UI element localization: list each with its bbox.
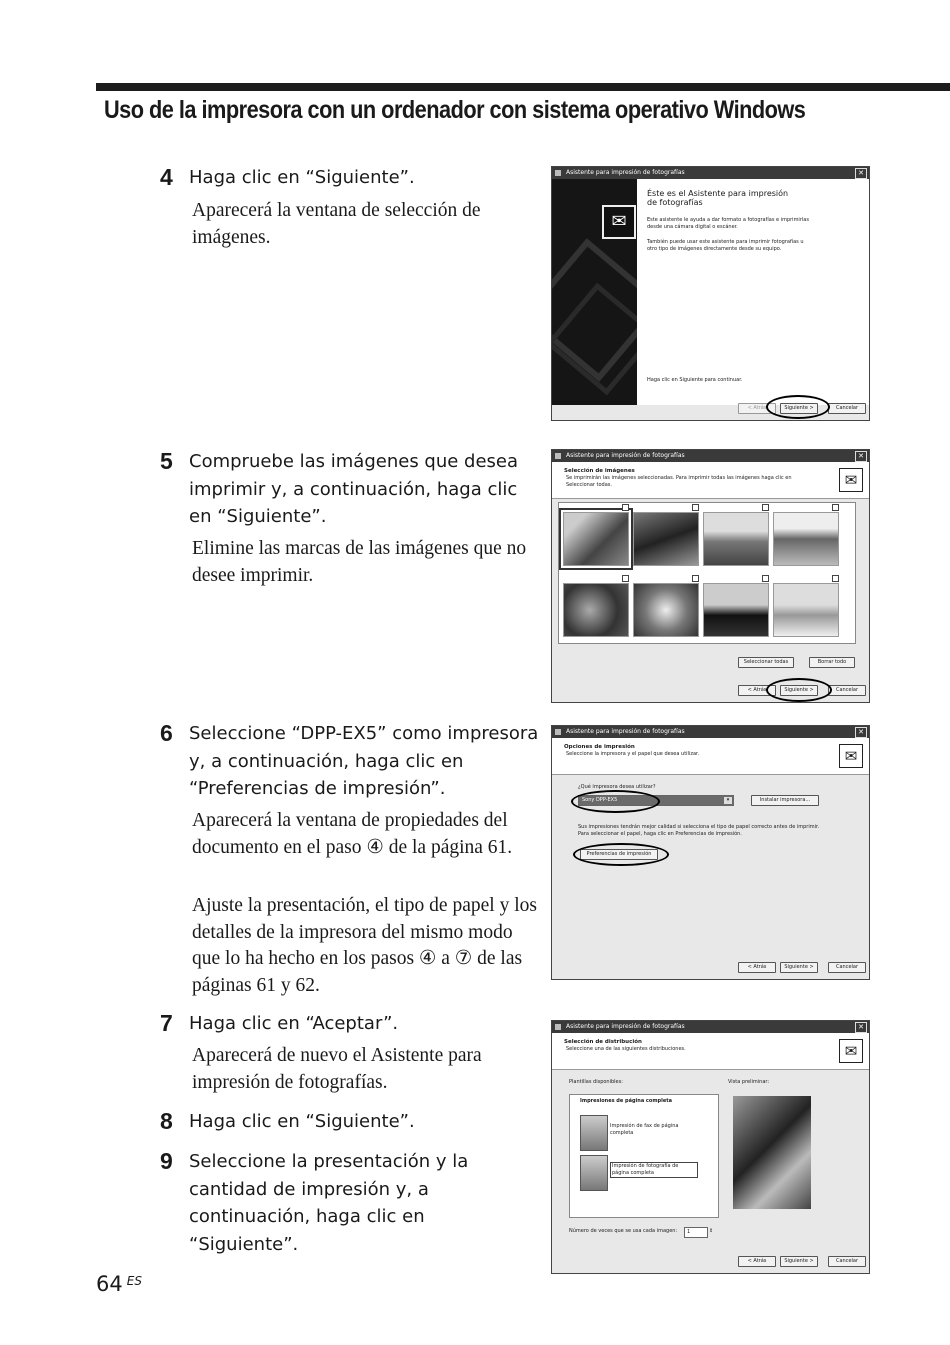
close-icon[interactable]: ✕: [855, 1022, 867, 1033]
close-icon[interactable]: ✕: [855, 451, 867, 462]
wizard-sidebar: [552, 179, 637, 405]
layout-thumbnail[interactable]: [580, 1155, 608, 1191]
layout-selection-dialog: [551, 1020, 870, 1274]
wizard-icon: ✉: [839, 744, 863, 768]
step-instruction: Haga clic en “Siguiente”.: [189, 167, 415, 188]
language-code: ES: [126, 1274, 142, 1288]
back-button[interactable]: < Atrás: [738, 1256, 776, 1267]
cancel-button[interactable]: Cancelar: [828, 403, 866, 414]
close-icon[interactable]: ✕: [855, 168, 867, 179]
app-icon: [555, 453, 561, 459]
print-preferences-button[interactable]: Preferencias de impresión: [580, 849, 658, 860]
step-instruction: Seleccione la presentación y la cantidad de impresión y, a continuación, haga clic en “Siguiente”.: [189, 1151, 469, 1255]
dialog-title: Asistente para impresión de fotografías: [566, 1023, 685, 1030]
picture-selection-dialog: [551, 449, 870, 703]
back-button[interactable]: < Atrás: [738, 685, 776, 696]
layout-option-photo[interactable]: Impresión de fotografía de página completa: [610, 1162, 698, 1178]
dialog-subheading: Seleccione la impresora y el papel que desea utilizar.: [566, 751, 700, 757]
photo-thumbnail[interactable]: [703, 512, 769, 566]
step-instruction: Compruebe las imágenes que desea imprimir y, a continuación, haga clic en “Siguiente”.: [189, 451, 519, 527]
highlight-oval: [571, 790, 660, 813]
photo-checkbox[interactable]: [692, 504, 699, 511]
copies-field[interactable]: [684, 1227, 708, 1238]
printer-value: Sony DPP-EX5: [582, 797, 618, 803]
app-icon: [555, 1024, 561, 1030]
install-printer-button[interactable]: Instalar impresora...: [751, 795, 819, 806]
photo-thumbnail[interactable]: [563, 512, 629, 566]
step-number: 7: [160, 1010, 173, 1036]
highlight-oval: [766, 395, 830, 419]
dialog-titlebar: [552, 726, 869, 738]
dialog-titlebar: [552, 167, 869, 179]
back-button[interactable]: < Atrás: [738, 962, 776, 973]
dialog-heading: Selección de distribución: [564, 1039, 642, 1045]
page-title: Uso de la impresora con un ordenador con sistema operativo Windows: [104, 96, 806, 124]
photo-checkbox[interactable]: [832, 575, 839, 582]
step-number: 8: [160, 1108, 173, 1134]
photo-checkbox[interactable]: [622, 575, 629, 582]
wizard-icon: ✉: [839, 468, 863, 492]
photo-checkbox[interactable]: [692, 575, 699, 582]
close-icon[interactable]: ✕: [855, 727, 867, 738]
photo-checkbox[interactable]: [832, 504, 839, 511]
app-icon: [555, 170, 561, 176]
highlight-oval: [573, 843, 669, 866]
layout-thumbnail[interactable]: [580, 1115, 608, 1151]
welcome-content: [637, 179, 869, 405]
dialog-header: [552, 1033, 869, 1070]
layout-group-title: Impresiones de página completa: [580, 1098, 672, 1104]
welcome-dialog: [551, 166, 870, 421]
wizard-icon: ✉: [602, 205, 636, 239]
wizard-icon: ✉: [839, 1039, 863, 1063]
copies-value: 1: [687, 1229, 691, 1235]
photo-checkbox[interactable]: [762, 504, 769, 511]
welcome-heading: Éste es el Asistente para impresión de fotografías: [647, 189, 789, 207]
next-button[interactable]: Siguiente >: [780, 403, 818, 414]
dialog-subheading: Seleccione una de las siguientes distribuciones.: [566, 1046, 686, 1052]
header-rule: [96, 83, 950, 91]
welcome-para-2: También puede usar este asistente para imprimir fotografías u otro tipo de imágenes directamente desde su equipo.: [647, 239, 804, 252]
step-instruction: Seleccione “DPP-EX5” como impresora y, a continuación, haga clic en “Preferencias de impresión”.: [189, 723, 539, 799]
printing-options-dialog: [551, 725, 870, 980]
step-number: 6: [160, 720, 173, 746]
photo-thumbnail[interactable]: [773, 512, 839, 566]
thumbnail-grid: [558, 502, 856, 644]
paper-note: Sus impresiones tendrán mejor calidad si selecciona el tipo de papel correcto antes de imprimir. Para seleccionar el papel, haga clic en Preferencias de impresión.: [578, 824, 820, 837]
dialog-titlebar: [552, 450, 869, 462]
layouts-list[interactable]: [569, 1094, 719, 1218]
step-note: Elimine las marcas de las imágenes que no desee imprimir.: [192, 538, 527, 586]
clear-all-button[interactable]: Borrar todo: [809, 657, 855, 668]
continue-text: Haga clic en Siguiente para continuar.: [647, 377, 743, 383]
photo-thumbnail[interactable]: [773, 583, 839, 637]
layout-preview: [733, 1096, 811, 1209]
photo-thumbnail[interactable]: [633, 512, 699, 566]
dialog-heading: Opciones de impresión: [564, 744, 635, 750]
dialog-title: Asistente para impresión de fotografías: [566, 452, 685, 459]
dialog-title: Asistente para impresión de fotografías: [566, 169, 685, 176]
photo-checkbox[interactable]: [622, 504, 629, 511]
photo-thumbnail[interactable]: [703, 583, 769, 637]
layout-option-fax[interactable]: Impresión de fax de página completa: [610, 1123, 679, 1136]
app-icon: [555, 729, 561, 735]
cancel-button[interactable]: Cancelar: [828, 962, 866, 973]
step-number: 4: [160, 164, 173, 190]
photo-thumbnail[interactable]: [633, 583, 699, 637]
dialog-header: [552, 738, 869, 775]
dialog-heading: Selección de imágenes: [564, 468, 635, 474]
preview-label: Vista preliminar:: [728, 1079, 770, 1085]
back-button[interactable]: < Atrás: [738, 403, 776, 414]
printer-question: ¿Qué impresora desea utilizar?: [578, 784, 656, 790]
select-all-button[interactable]: Seleccionar todas: [738, 657, 794, 668]
next-button[interactable]: Siguiente >: [780, 1256, 818, 1267]
cancel-button[interactable]: Cancelar: [828, 1256, 866, 1267]
highlight-oval: [766, 678, 832, 702]
step-note: Aparecerá la ventana de propiedades del documento en el paso ④ de la página 61.: [192, 810, 513, 858]
next-button[interactable]: Siguiente >: [780, 962, 818, 973]
page-number: 64 $^{ES}$: [96, 1272, 142, 1296]
step-note: Aparecerá de nuevo el Asistente para impresión de fotografías.: [192, 1045, 482, 1093]
copies-label: Número de veces que se usa cada imagen:: [569, 1228, 678, 1234]
dialog-subheading: Se imprimirán las imágenes seleccionadas. Para imprimir todas las imágenes haga clic en Seleccionar todas.: [566, 475, 792, 488]
step-note: Aparecerá la ventana de selección de imágenes.: [192, 200, 481, 248]
photo-checkbox[interactable]: [762, 575, 769, 582]
spinner-icon[interactable]: ⇕: [709, 1228, 714, 1234]
photo-thumbnail[interactable]: [563, 583, 629, 637]
step-number: 9: [160, 1148, 173, 1174]
step-instruction: Haga clic en “Aceptar”.: [189, 1013, 399, 1034]
step-instruction: Haga clic en “Siguiente”.: [189, 1111, 415, 1132]
available-layouts-label: Plantillas disponibles:: [569, 1079, 623, 1085]
cancel-button[interactable]: Cancelar: [828, 685, 866, 696]
next-button[interactable]: Siguiente >: [780, 685, 818, 696]
dialog-titlebar: [552, 1021, 869, 1033]
welcome-para-1: Este asistente le ayuda a dar formato a fotografías e imprimirlas desde una cámara digital o escáner.: [647, 217, 809, 230]
chevron-down-icon[interactable]: ▾: [724, 797, 732, 804]
step-note: Ajuste la presentación, el tipo de papel y los detalles de la impresora del mismo modo que lo ha hecho en los pasos ④ a ⑦ de las páginas 61 y 62.: [192, 895, 537, 996]
step-number: 5: [160, 448, 173, 474]
dialog-title: Asistente para impresión de fotografías: [566, 728, 685, 735]
dialog-header: [552, 462, 869, 499]
